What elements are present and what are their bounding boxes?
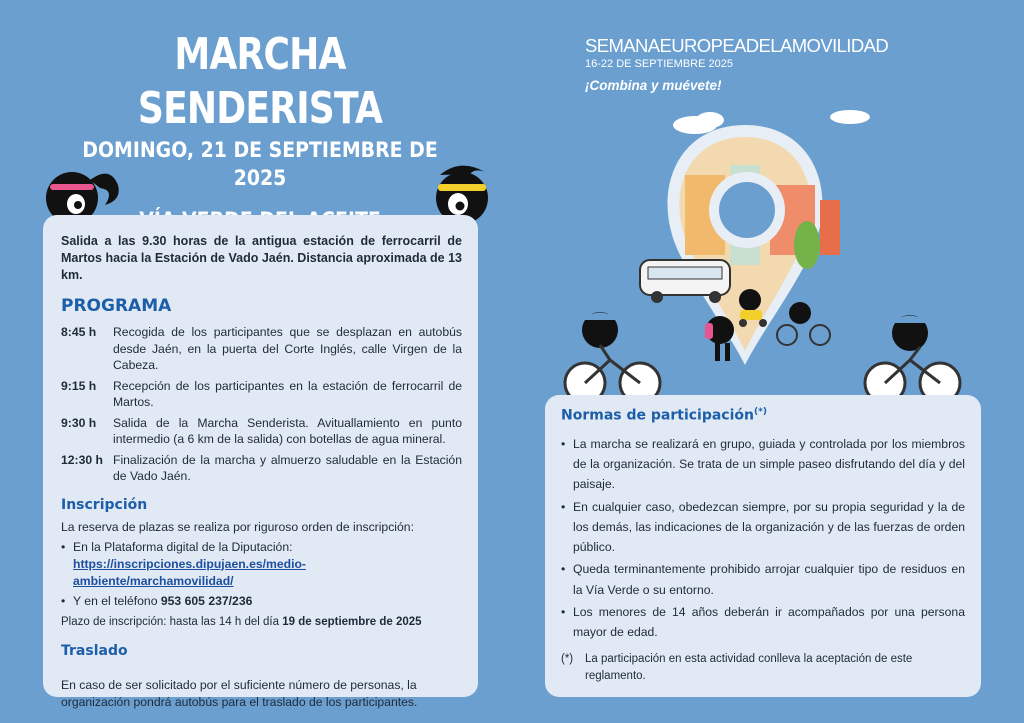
rule-text: En cualquier caso, obedezcan siempre, por su propia seguridad y la de los demás, las indicaciones de la organización y de las fuerzas de orden público.: [573, 499, 965, 555]
bullet-icon: •: [61, 593, 66, 608]
deadline-date: 19 de septiembre de 2025: [282, 615, 422, 628]
platform-label: En la Plataforma digital de la Diputación:: [73, 539, 293, 554]
rule-text: Queda terminantemente prohibido arrojar cualquier tipo de residuos en la Vía Verde o su entorno.: [573, 562, 965, 597]
rule-text: Los menores de 14 años deberán ir acompañados por una persona mayor de edad.: [573, 605, 965, 640]
bullet-icon: •: [561, 436, 566, 451]
inscripcion-text: La reserva de plazas se realiza por riguroso orden de inscripción:: [61, 519, 414, 534]
deadline-text: [61, 614, 462, 631]
rule-item: [561, 559, 965, 600]
intro-text: Salida a las 9.30 horas de la antigua estación de ferrocarril de Martos hacia la Estación de Vado Jaén. Distancia aproximada de 13 km.: [61, 234, 462, 282]
schedule-item: [61, 378, 462, 411]
programa-heading: PROGRAMA: [61, 296, 172, 316]
mobility-week-slogan: ¡Combina y muévete!: [585, 78, 722, 93]
rules-footnote: [561, 651, 965, 685]
traslado-text: En caso de ser solicitado por el suficiente número de personas, la organización pondrá autobús para el traslado de los participantes.: [61, 677, 418, 709]
cyclist-left-icon: [565, 312, 660, 403]
schedule: [61, 324, 462, 485]
deadline-label: Plazo de inscripción: hasta las 14 h del día: [61, 615, 279, 628]
rules-title: Normas de participación: [561, 407, 754, 424]
bullet-icon: •: [561, 499, 566, 514]
info-panel: [43, 215, 478, 709]
schedule-text: Salida de la Marcha Senderista. Avituallamiento en punto intermedio (a 6 km de la salida) con botellas de agua mineral.: [113, 415, 462, 446]
schedule-time: 8:45 h: [61, 325, 97, 339]
bullet-icon: •: [561, 562, 566, 577]
cyclist-small-icon: [777, 302, 830, 345]
inscripcion-bullet-platform: [61, 539, 462, 590]
bullet-icon: •: [561, 605, 566, 620]
inscripcion-heading: Inscripción: [61, 496, 148, 513]
mobility-illustration: [555, 105, 995, 405]
rule-item: [561, 602, 965, 643]
schedule-text: Recogida de los participantes que se desplazan en autobús desde Jaén, en la puerta del Corte Inglés, calle Virgen de la Cabeza.: [113, 325, 462, 372]
traslado-heading: Traslado: [61, 642, 128, 659]
mobility-week-header: [585, 35, 888, 93]
rules-heading: [561, 407, 965, 424]
footnote-text: La participación en esta actividad conlleva la aceptación de este reglamento.: [585, 652, 913, 682]
mobility-week-name: SEMANAEUROPEADELAMOVILIDAD: [585, 35, 889, 56]
rule-text: La marcha se realizará en grupo, guiada y controlada por los miembros de la organización. Se trata de un simple paseo disfrutando del día y del paisaje.: [573, 436, 965, 492]
schedule-time: 9:30 h: [61, 415, 97, 430]
walker-mascot-icon: [705, 316, 734, 361]
bus-icon: [640, 260, 730, 303]
event-title: MARCHA SENDERISTA: [137, 29, 383, 134]
schedule-item: [61, 324, 462, 374]
rule-item: [561, 434, 965, 495]
rules-mark: (*): [754, 407, 767, 417]
mobility-week-dates: 16-22 DE SEPTIEMBRE 2025: [585, 58, 733, 70]
schedule-text: Recepción de los participantes en la estación de ferrocarril de Martos.: [113, 378, 462, 409]
location-pin-icon: [668, 125, 840, 365]
phone-number: 953 605 237/236: [160, 593, 253, 608]
event-date: DOMINGO, 21 DE SEPTIEMBRE DE 2025: [82, 138, 438, 190]
schedule-time: 12:30 h: [61, 452, 104, 467]
schedule-item: [61, 452, 462, 485]
schedule-item: [61, 415, 462, 448]
schedule-time: 9:15 h: [61, 378, 97, 393]
rules-panel: [545, 395, 981, 697]
schedule-text: Finalización de la marcha y almuerzo saludable en la Estación de Vado Jaén.: [113, 452, 462, 483]
footnote-mark: (*): [561, 652, 574, 665]
rule-item: [561, 497, 965, 558]
registration-link[interactable]: https://inscripciones.dipujaen.es/medio-ambiente/marchamovilidad/: [73, 556, 306, 588]
bullet-icon: •: [61, 539, 66, 554]
phone-label: Y en el teléfono: [73, 593, 158, 608]
inscripcion-bullet-phone: [61, 593, 462, 610]
cyclist-right-icon: [865, 315, 960, 403]
